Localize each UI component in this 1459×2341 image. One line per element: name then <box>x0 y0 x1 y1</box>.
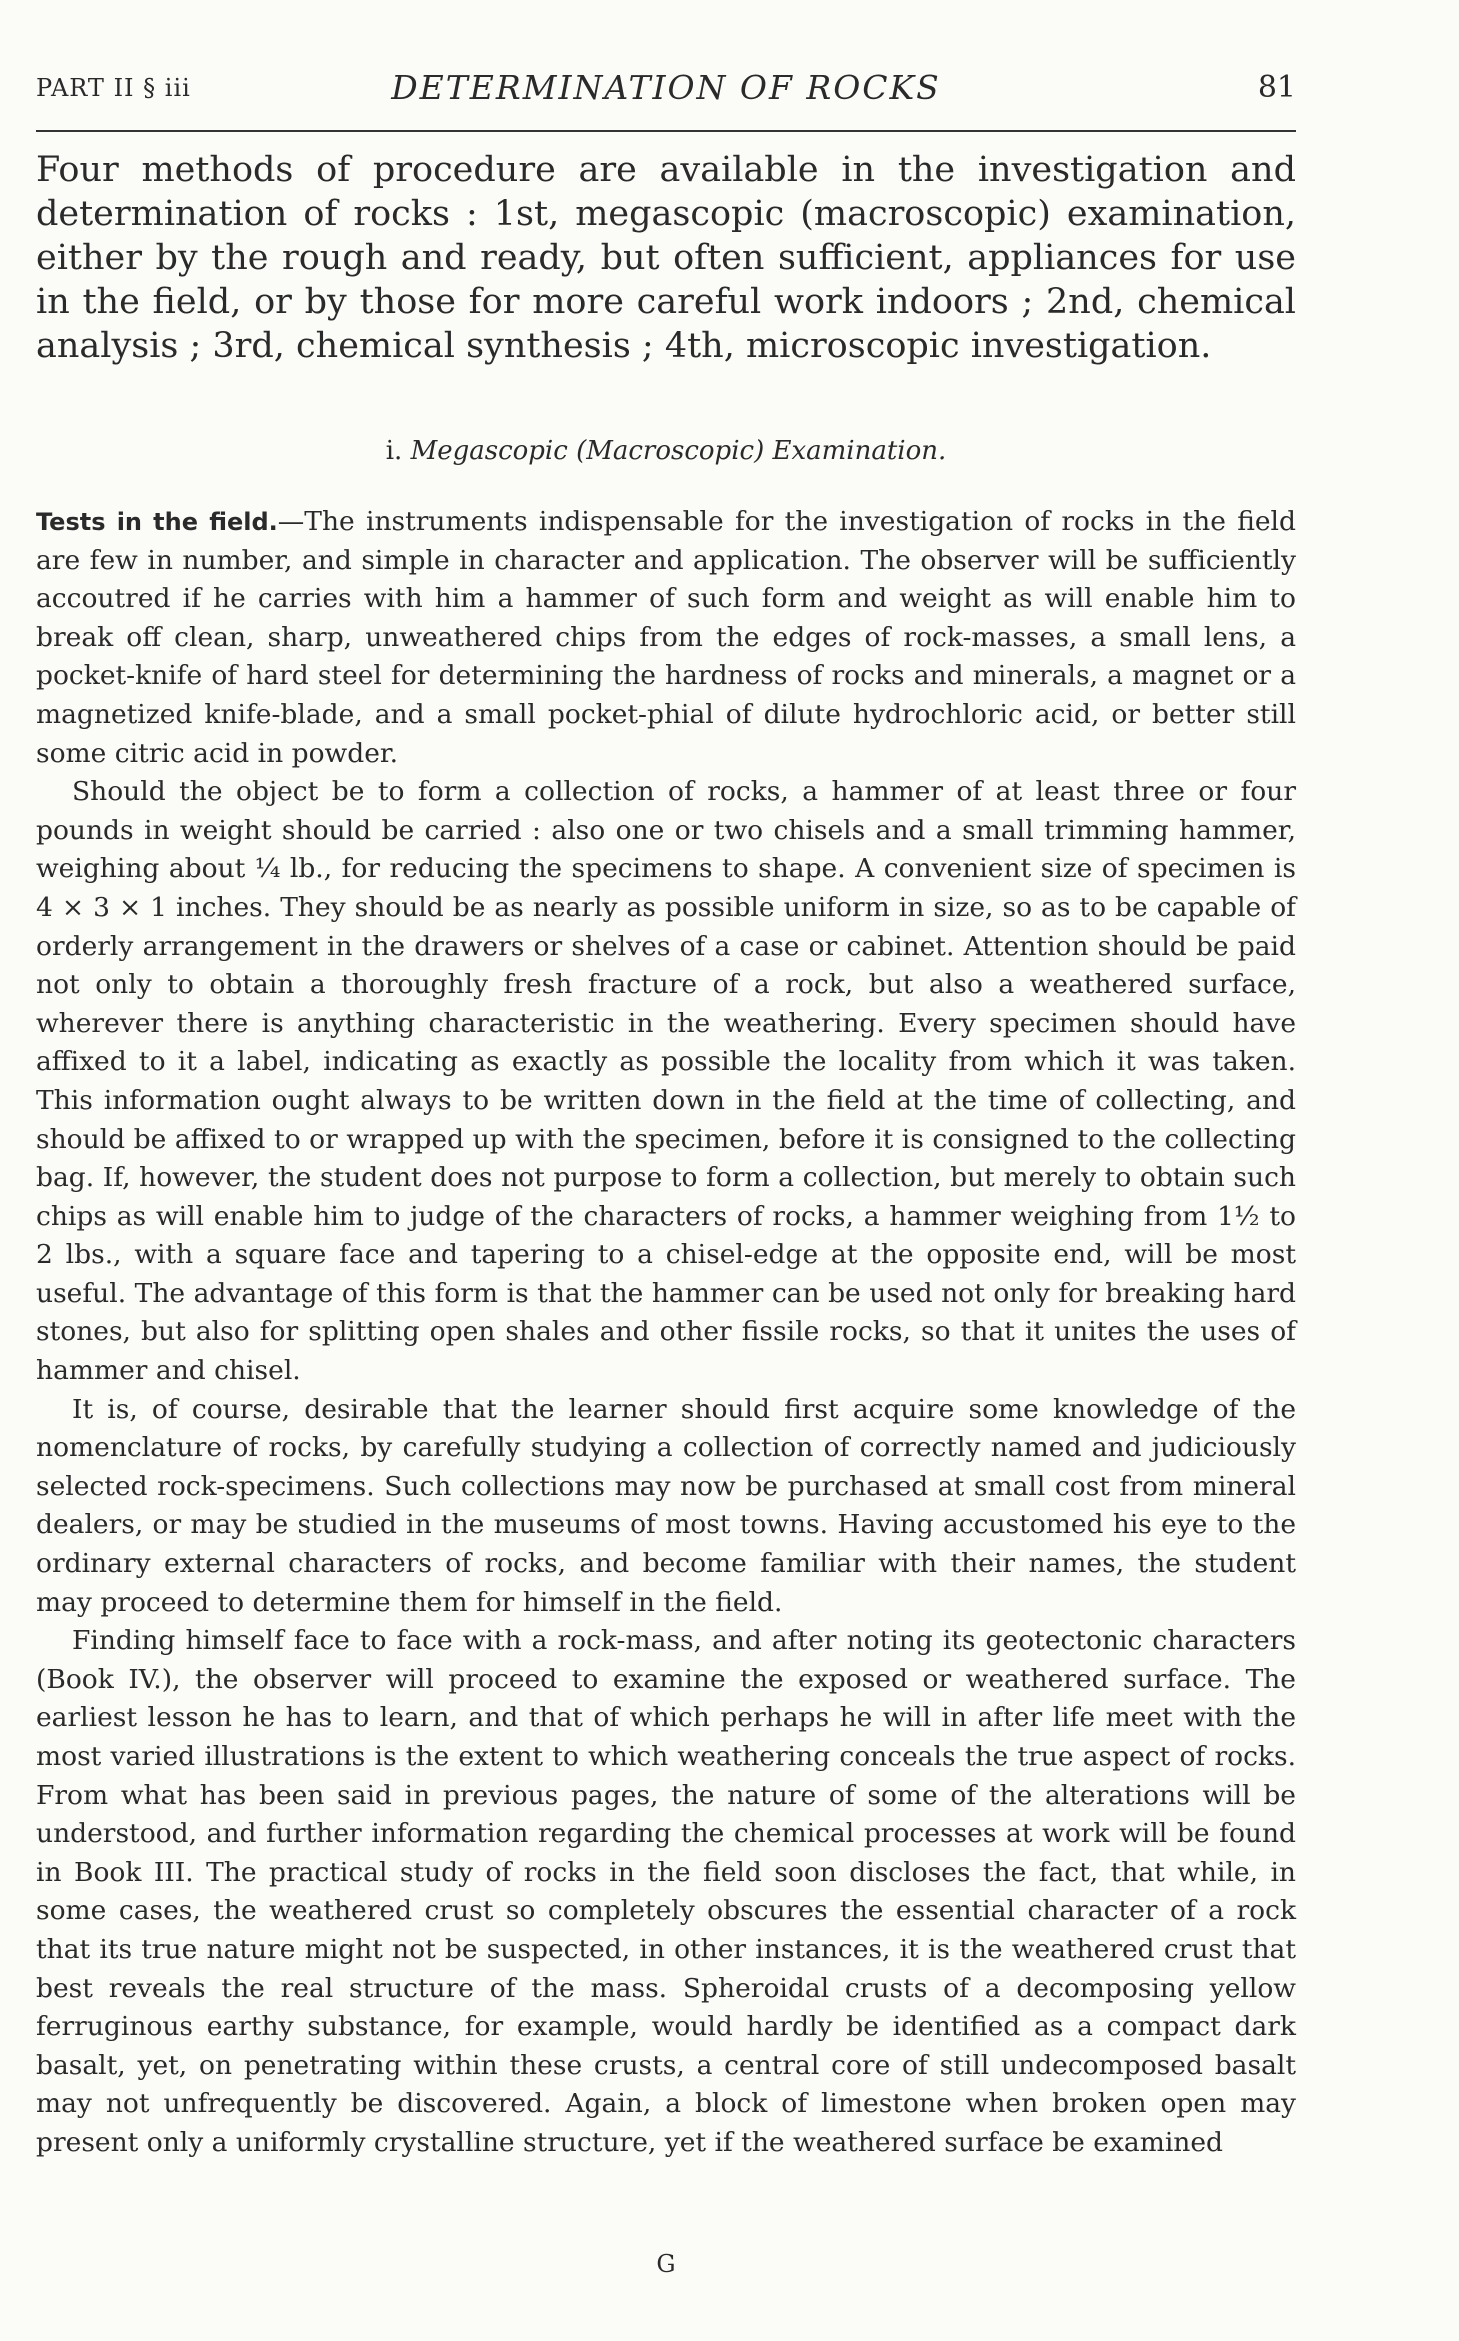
page-number: 81 <box>1257 70 1296 105</box>
intro-paragraph: Four methods of procedure are available in the investigation and determination of rocks : 1st, megascopic (macroscopic) examination, either by the rough and ready, but often sufficient, appliances for use in the field, or by those for more careful work indoors ; 2nd, chemical analysis ; 3rd, chemical synthesis ; 4th, microscopic investigation. <box>36 150 1296 366</box>
section-heading <box>36 436 1296 466</box>
paragraph-weathering: Finding himself face to face with a rock-mass, and after noting its geotectonic characters (Book IV.), the observer will proceed to examine the exposed or weathered surface. The earliest lesson he has to learn, and that of which perhaps he will in after life meet with the most varied illustrations is the extent to which weathering conceals the true aspect of rocks. From what has been said in previous pages, the nature of some of the alterations will be understood, and further information regarding the chemical processes at work will be found in Book III. The practical study of rocks in the field soon discloses the fact, that while, in some cases, the weathered crust so completely obscures the essential character of a rock that its true nature might not be suspected, in other instances, it is the weathered crust that best reveals the real structure of the mass. Spheroidal crusts of a decomposing yellow ferruginous earthy substance, for example, would hardly be identified as a compact dark basalt, yet, on penetrating within these crusts, a central core of still undecomposed basalt may not unfrequently be discovered. Again, a block of limestone when broken open may present only a uniformly crystalline structure, yet if the weathered surface be examined <box>36 1625 1296 2158</box>
section-number: i. <box>385 436 403 466</box>
section-title-part1: Megascopic <box>410 436 568 466</box>
paragraph-text: —The instruments indispensable for the investigation of rocks in the field are few in number, and simple in character and application. The observer will be sufficiently accoutred if he carries with him a hammer of such form and weight as will enable him to break off clean, sharp, unweathered chips from the edges of rock-masses, a small lens, a pocket-knife of hard steel for determining the hardness of rocks and minerals, a magnet or a magnetized knife-blade, and a small pocket-phial of dilute hydrochloric acid, or better still some citric acid in powder. <box>36 506 1296 769</box>
paragraph-tests-in-field <box>36 503 1296 773</box>
section-title-part3: Examination. <box>772 436 947 466</box>
paragraph-nomenclature: It is, of course, desirable that the learner should first acquire some knowledge of the nomenclature of rocks, by carefully studying a collection of correctly named and judiciously selected rock-specimens. Such collections may now be purchased at small cost from mineral dealers, or may be studied in the museums of most towns. Having accustomed his eye to the ordinary external characters of rocks, and become familiar with their names, the student may proceed to determine them for himself in the field. <box>36 1393 1296 1618</box>
header-rule <box>36 130 1296 132</box>
body-text <box>36 503 1296 2163</box>
signature-mark: G <box>656 2250 676 2278</box>
section-title-part2: (Macroscopic) <box>576 436 765 466</box>
chapter-title: DETERMINATION OF ROCKS <box>391 68 941 107</box>
running-head <box>36 68 1296 108</box>
part-section-label: PART II § iii <box>36 74 191 102</box>
book-page <box>36 0 1296 2341</box>
run-in-heading: Tests in the field. <box>36 508 278 536</box>
paragraph-collection: Should the object be to form a collection of rocks, a hammer of at least three or four pounds in weight should be carried : also one or two chisels and a small trimming hammer, weighing about ¼ lb., for reducing the specimens to shape. A convenient size of specimen is 4 × 3 × 1 inches. They should be as nearly as possible uniform in size, so as to be capable of orderly arrangement in the drawers or shelves of a case or cabinet. Attention should be paid not only to obtain a thoroughly fresh fracture of a rock, but also a weathered surface, wherever there is anything characteristic in the weathering. Every specimen should have affixed to it a label, indicating as exactly as possible the locality from which it was taken. This information ought always to be written down in the field at the time of collecting, and should be affixed to or wrapped up with the specimen, before it is consigned to the collecting bag. If, however, the student does not purpose to form a collection, but merely to obtain such chips as will enable him to judge of the characters of rocks, a hammer weighing from 1½ to 2 lbs., with a square face and tapering to a chisel-edge at the opposite end, will be most useful. The advantage of this form is that the hammer can be used not only for breaking hard stones, but also for splitting open shales and other fissile rocks, so that it unites the uses of hammer and chisel. <box>36 776 1296 1387</box>
